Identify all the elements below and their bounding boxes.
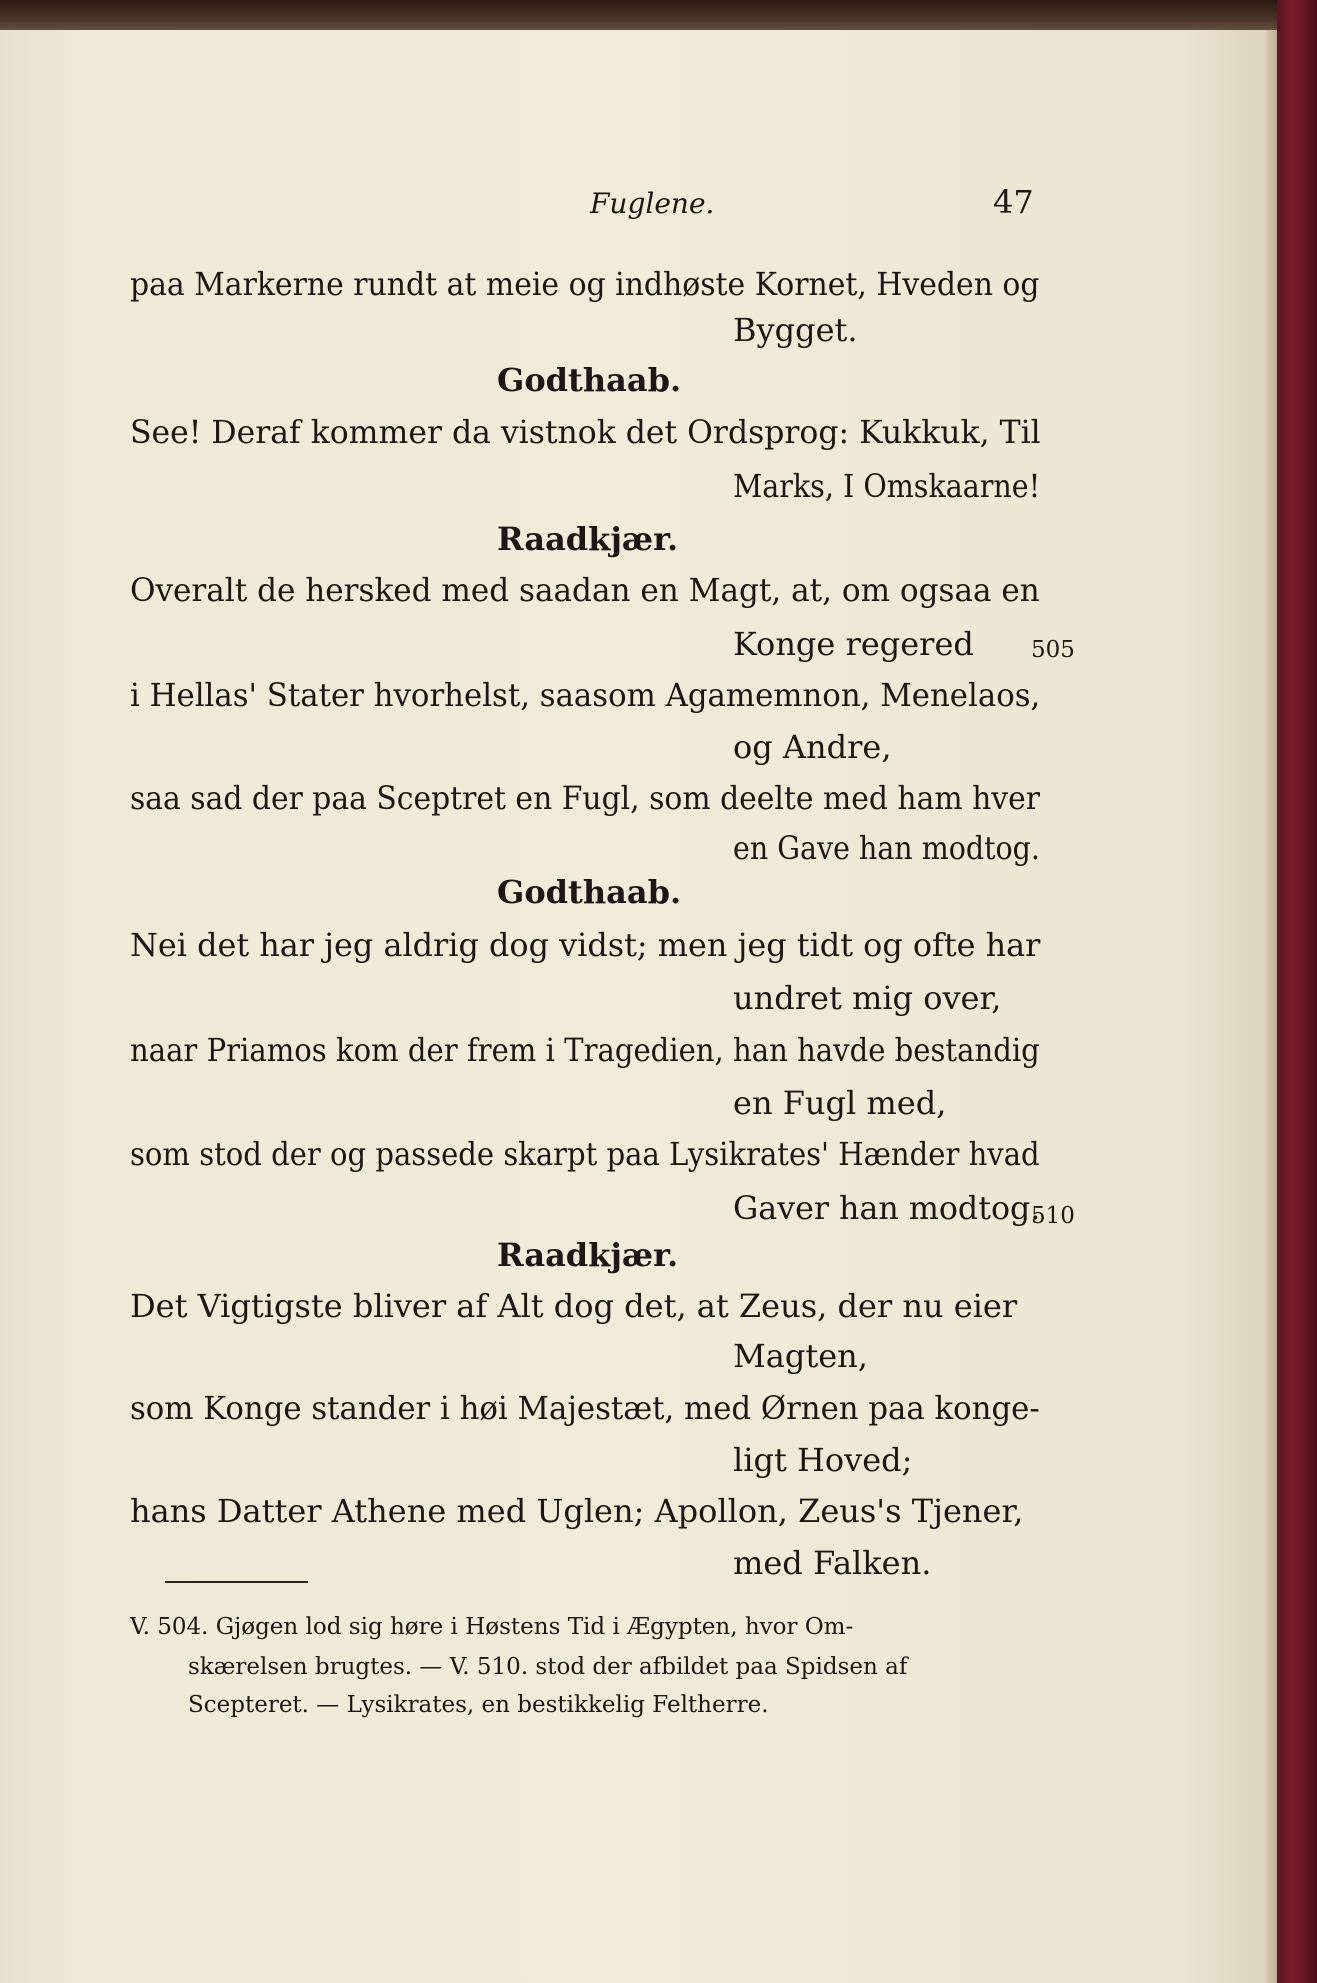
verse-line: Nei det har jeg aldrig dog vidst; men jeg tidt og ofte har (130, 926, 1041, 964)
speaker-name: Godthaab. (497, 361, 682, 399)
verse-line: Magten, (733, 1337, 868, 1375)
speaker-name: Raadkjær. (497, 520, 679, 558)
verse-line: og Andre, (733, 728, 892, 766)
verse-line: Bygget. (733, 311, 858, 349)
verse-line: hans Datter Athene med Uglen; Apollon, Zeus's Tjener, (130, 1492, 1024, 1530)
footnote-line: Scepteret. — Lysikrates, en bestikkelig Feltherre. (188, 1692, 769, 1718)
speaker-name: Godthaab. (497, 873, 682, 911)
verse-line: See! Deraf kommer da vistnok det Ordsprog: Kukkuk, Til (130, 413, 1041, 451)
footnote-line: skærelsen brugtes. — V. 510. stod der afbildet paa Spidsen af (188, 1654, 908, 1680)
verse-line: som Konge stander i høi Majestæt, med Ørnen paa konge- (130, 1389, 1040, 1427)
verse-line: ligt Hoved; (733, 1441, 913, 1479)
verse-line: undret mig over, (733, 979, 1002, 1017)
verse-line: i Hellas' Stater hvorhelst, saasom Agamemnon, Menelaos, (130, 676, 1041, 714)
verse-line: naar Priamos kom der frem i Tragedien, han havde bestandig (130, 1031, 1040, 1069)
verse-line: en Fugl med, (733, 1084, 947, 1122)
verse-line: paa Markerne rundt at meie og indhøste Kornet, Hveden og (130, 265, 1040, 303)
verse-line: Marks, I Omskaarne! (733, 467, 1041, 505)
line-number: 510 (1031, 1203, 1075, 1229)
verse-line: en Gave han modtog. (733, 829, 1040, 867)
line-number: 505 (1031, 637, 1075, 663)
book-cover-top (0, 0, 1317, 34)
verse-line: som stod der og passede skarpt paa Lysikrates' Hænder hvad (130, 1135, 1040, 1173)
verse-line: med Falken. (733, 1544, 932, 1582)
footnote-line: V. 504. Gjøgen lod sig høre i Høstens Tid i Ægypten, hvor Om- (130, 1614, 854, 1640)
verse-line: Konge regered (733, 625, 974, 663)
page-number: 47 (993, 183, 1034, 221)
verse-line: Overalt de hersked med saadan en Magt, at, om ogsaa en (130, 571, 1040, 609)
footnote-separator (165, 1581, 308, 1583)
book-cover-spine (1277, 0, 1317, 1983)
verse-line: saa sad der paa Sceptret en Fugl, som deelte med ham hver (130, 779, 1040, 817)
verse-line: Gaver han modtog. (733, 1189, 1041, 1227)
speaker-name: Raadkjær. (497, 1236, 679, 1274)
verse-line: Det Vigtigste bliver af Alt dog det, at Zeus, der nu eier (130, 1287, 1018, 1325)
running-title: Fuglene. (590, 187, 715, 220)
